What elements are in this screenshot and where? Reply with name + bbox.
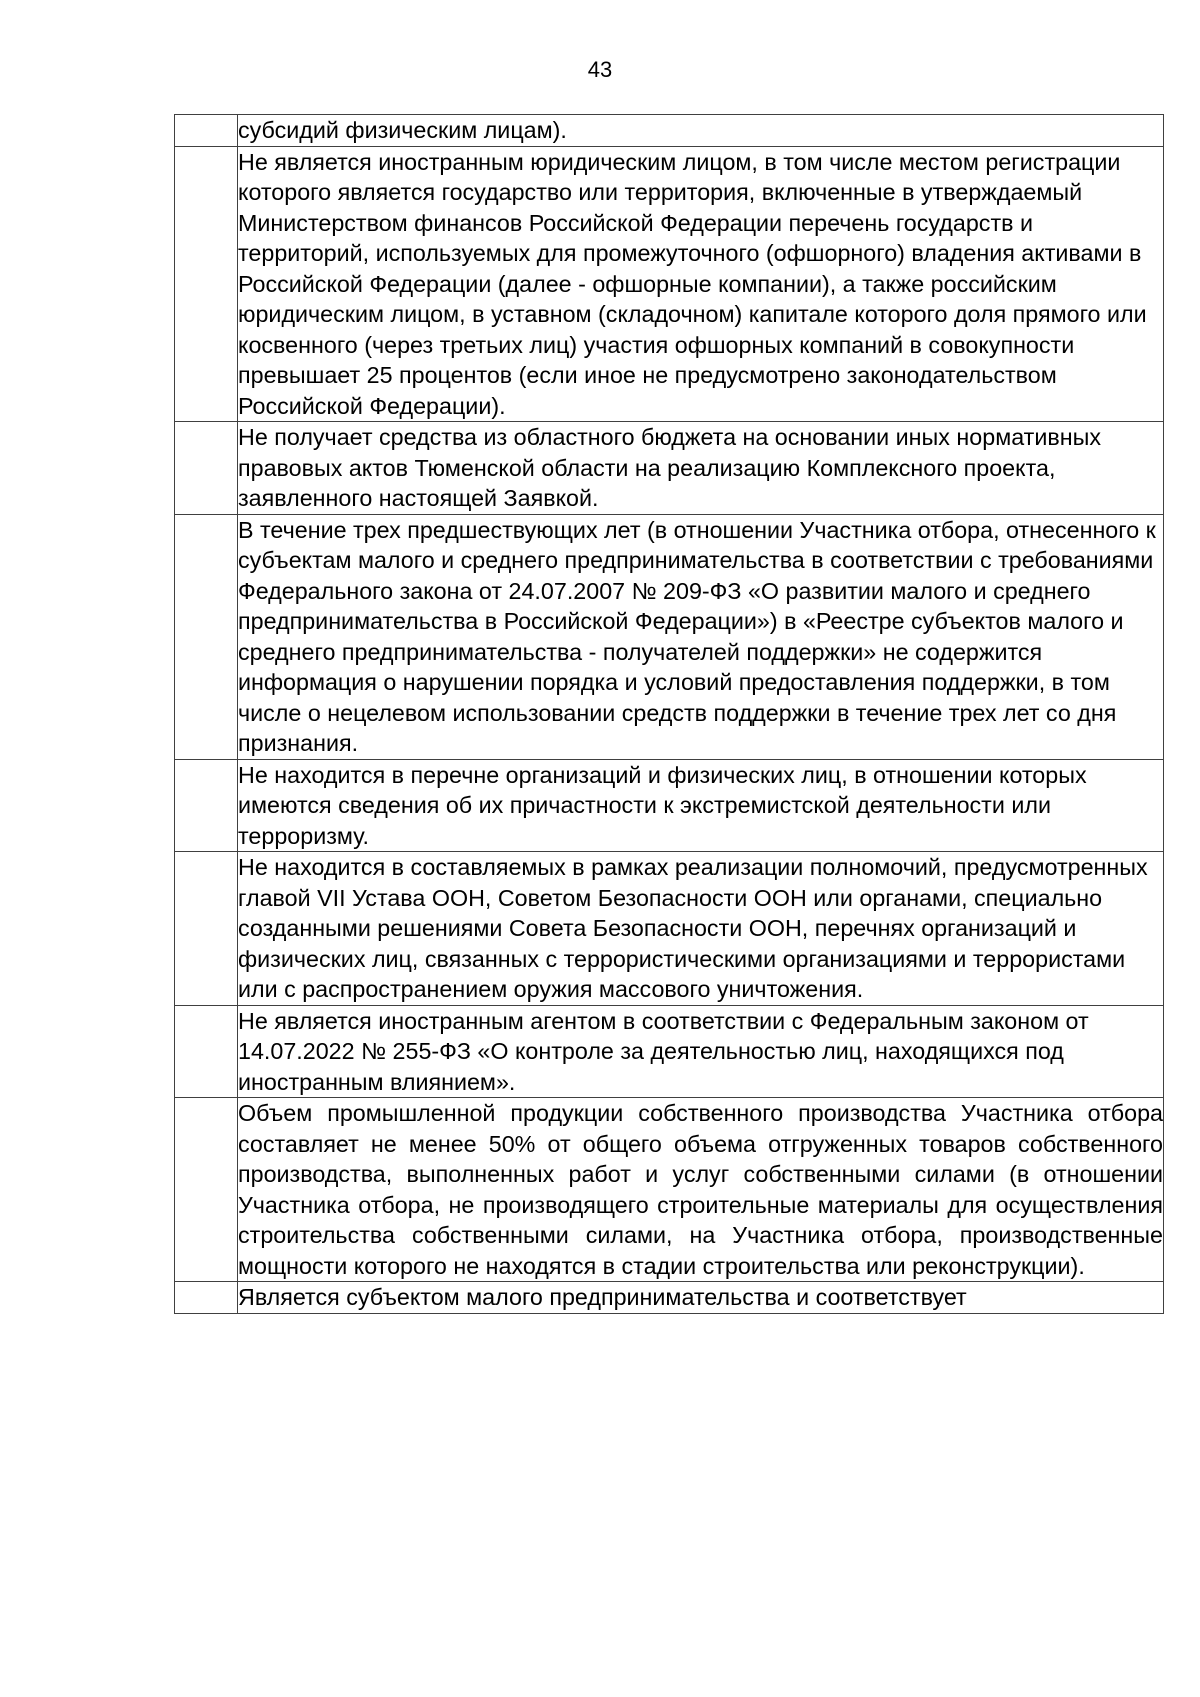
- row-number-cell: [175, 115, 238, 147]
- row-number-cell: [175, 759, 238, 852]
- row-number-cell: [175, 852, 238, 1006]
- table-row: [175, 1005, 1164, 1098]
- row-number-cell: [175, 422, 238, 515]
- table-row: [175, 146, 1164, 422]
- table-row: [175, 852, 1164, 1006]
- conditions-table: [174, 114, 1164, 1314]
- condition-text: Не находится в перечне организаций и физических лиц, в отношении которых имеются сведения об их причастности к экстремистской деятельности или терроризму.: [238, 759, 1164, 852]
- table-row: [175, 1098, 1164, 1282]
- table-row: [175, 514, 1164, 759]
- condition-text: Объем промышленной продукции собственного производства Участника отбора составляет не менее 50% от общего объема отгруженных товаров собственного производства, выполненных работ и услуг собственными силами (в отношении Участника отбора, не производящего строительные материалы для осуществления строительства собственными силами, на Участника отбора, производственные мощности которого не находятся в стадии строительства или реконструкции).: [238, 1098, 1164, 1282]
- row-number-cell: [175, 1282, 238, 1314]
- row-number-cell: [175, 1098, 238, 1282]
- condition-text: Не является иностранным агентом в соответствии с Федеральным законом от 14.07.2022 № 255-ФЗ «О контроле за деятельностью лиц, находящихся под иностранным влиянием».: [238, 1005, 1164, 1098]
- condition-text: Является субъектом малого предпринимательства и соответствует: [238, 1282, 1164, 1314]
- condition-text: субсидий физическим лицам).: [238, 115, 1164, 147]
- table-row: [175, 1282, 1164, 1314]
- page-number: 43: [587, 57, 613, 82]
- table-row: [175, 759, 1164, 852]
- table-row: [175, 115, 1164, 147]
- row-number-cell: [175, 146, 238, 422]
- condition-text: Не является иностранным юридическим лицом, в том числе местом регистрации которого является государство или территория, включенные в утверждаемый Министерством финансов Российской Федерации перечень государств и территорий, используемых для промежуточного (офшорного) владения активами в Российской Федерации (далее - офшорные компании), а также российским юридическим лицом, в уставном (складочном) капитале которого доля прямого или косвенного (через третьих лиц) участия офшорных компаний в совокупности превышает 25 процентов (если иное не предусмотрено законодательством Российской Федерации).: [238, 146, 1164, 422]
- table-row: [175, 422, 1164, 515]
- condition-text: В течение трех предшествующих лет (в отношении Участника отбора, отнесенного к субъектам малого и среднего предпринимательства в соответствии с требованиями Федерального закона от 24.07.2007 № 209-ФЗ «О развитии малого и среднего предпринимательства в Российской Федерации») в «Реестре субъектов малого и среднего предпринимательства - получателей поддержки» не содержится информация о нарушении порядка и условий предоставления поддержки, в том числе о нецелевом использовании средств поддержки в течение трех лет со дня признания.: [238, 514, 1164, 759]
- condition-text: Не получает средства из областного бюджета на основании иных нормативных правовых актов Тюменской области на реализацию Комплексного проекта, заявленного настоящей Заявкой.: [238, 422, 1164, 515]
- row-number-cell: [175, 514, 238, 759]
- row-number-cell: [175, 1005, 238, 1098]
- condition-text: Не находится в составляемых в рамках реализации полномочий, предусмотренных главой VII Устава ООН, Советом Безопасности ООН или органами, специально созданными решениями Совета Безопасности ООН, перечнях организаций и физических лиц, связанных с террористическими организациями и террористами или с распространением оружия массового уничтожения.: [238, 852, 1164, 1006]
